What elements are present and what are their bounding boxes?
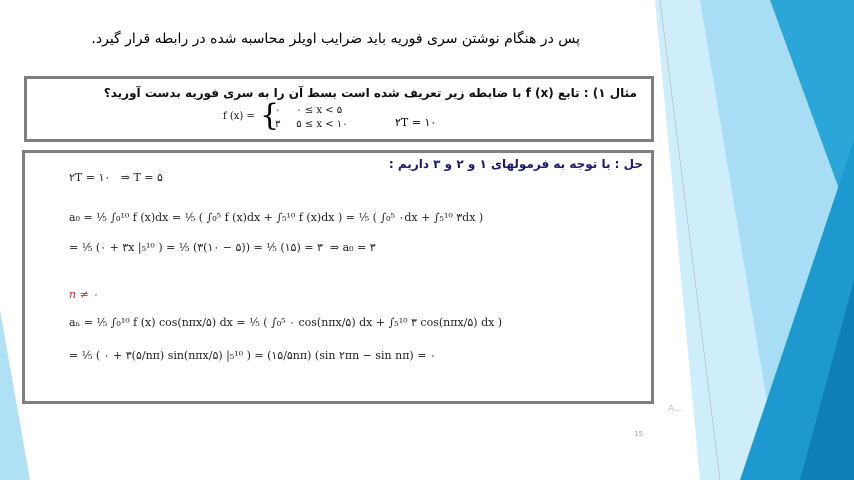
equation-line: a₀ = ¹⁄₅ ∫₀¹⁰ f (x)dx = ¹⁄₅ ( ∫₀⁵ f (x)dx + ∫₅¹⁰ f (x)dx ) = ¹⁄₅ ( ∫₀⁵ ۰dx + ∫₅¹⁰ ۳dx ) bbox=[69, 211, 484, 224]
equation-line: = ¹⁄₅ (۰ + ۳x |₅¹⁰ ) = ¹⁄₅ (۳(۱۰ − ۵)) = ¹⁄₅ (۱۵) = ۳ ⇒ a₀ = ۳ bbox=[69, 241, 376, 254]
brace-icon: { bbox=[260, 98, 280, 133]
equation-condition: n ≠ ۰ bbox=[69, 288, 99, 301]
equation-line: ۲T = ۱۰ ⇒ T = ۵ bbox=[69, 171, 163, 184]
function-definition bbox=[223, 104, 255, 124]
example-title: مثال ۱) : تابع (f (x با ضابطه زیر تعریف شده است بسط آن را به سری فوریه بدست آورید؟ bbox=[103, 86, 637, 100]
example-box bbox=[24, 76, 654, 142]
period-value: ۲T = ۱۰ bbox=[395, 116, 437, 129]
solution-title: حل : با توجه به فرمولهای ۱ و ۲ و ۳ داریم : bbox=[388, 157, 643, 171]
page-number: 15 bbox=[634, 430, 643, 438]
function-cases bbox=[275, 104, 348, 132]
function-case-1: ۰ ۰ ≤ x < ۵ bbox=[275, 105, 343, 116]
equation-line: aₙ = ¹⁄₅ ∫₀¹⁰ f (x) cos(nπx/۵) dx = ¹⁄₅ ( ∫₀⁵ ۰ cos(nπx/۵) dx + ∫₅¹⁰ ۳ cos(nπx/۵) dx ) bbox=[69, 316, 503, 329]
function-label: f (x) = bbox=[223, 111, 255, 122]
function-case-2: ۳ ۵ ≤ x < ۱۰ bbox=[275, 119, 348, 130]
slide-heading: پس در هنگام نوشتن سری فوریه باید ضرایب اویلر محاسبه شده در رابطه قرار گیرد. bbox=[91, 31, 580, 47]
equation-line: = ¹⁄₅ ( ۰ + ۳(۵/nπ) sin(nπx/۵) |₅¹⁰ ) = (۱۵/۵nπ) (sin ۲πn − sin nπ) = ۰ bbox=[69, 349, 436, 362]
solution-box bbox=[22, 150, 654, 404]
watermark-text: A... bbox=[668, 404, 683, 414]
